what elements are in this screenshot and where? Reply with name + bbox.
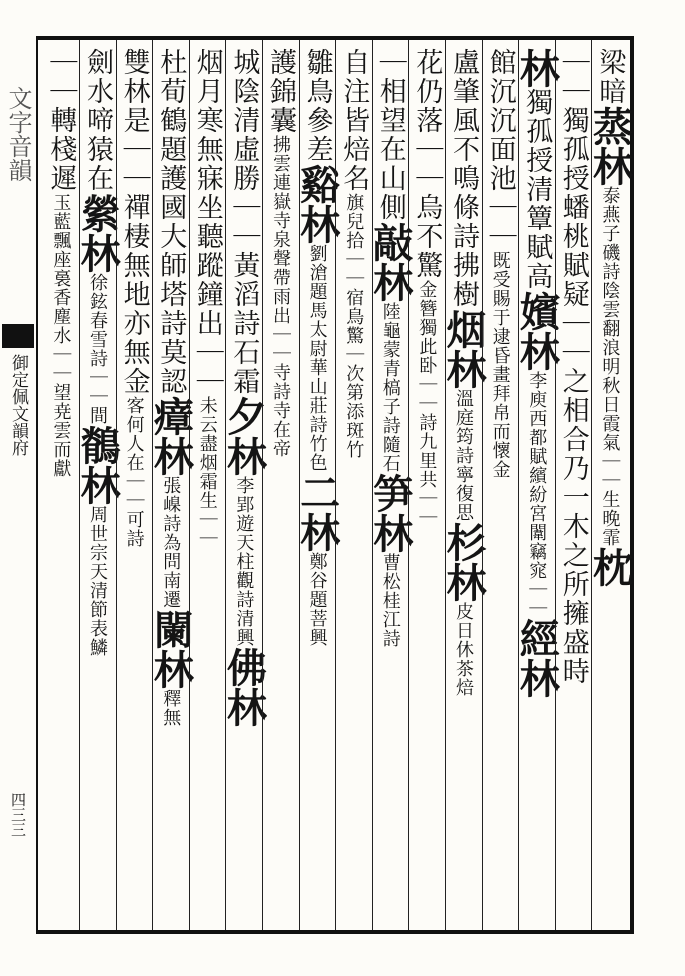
text-column	[147, 48, 195, 926]
column-rule	[591, 40, 592, 930]
column-rule	[555, 40, 556, 930]
column-text: 花仍落｜｜烏不驚	[411, 48, 443, 280]
column-text: 釋無	[160, 689, 182, 727]
heading-term: 杉林	[440, 522, 487, 602]
column-text: 李郢遊天柱觀詩清興	[233, 476, 255, 647]
column-text: 城陰清虛勝｜｜黃滔詩石霜	[228, 48, 260, 396]
column-text: 寺詩寺在帝	[270, 363, 291, 458]
column-text: 李庾西都賦繽紛宮闈竊窕｜｜	[526, 371, 548, 618]
column-text: 烟月寒無寐坐聽蹤鐘出｜｜	[191, 48, 223, 396]
heading-term: 經林	[513, 618, 561, 698]
column-text: 拂雲連嶽寺泉聲帶雨出｜｜	[270, 135, 291, 363]
column-rule	[482, 40, 483, 930]
fishtail-mark-icon	[2, 324, 34, 348]
column-text: 陸龜蒙青槁子詩隨石	[379, 302, 401, 473]
column-text: 未云盡烟霜生｜｜	[196, 396, 218, 548]
frame-bottom-border	[36, 930, 632, 934]
heading-term: 烟林	[440, 309, 487, 389]
heading-term: 佛林	[220, 647, 268, 727]
column-rule	[189, 40, 190, 930]
text-column	[586, 48, 634, 926]
text-column	[220, 48, 268, 926]
heading-term: 鶺林	[74, 425, 121, 505]
column-text: 護錦囊	[265, 48, 296, 135]
column-rule	[116, 40, 117, 930]
text-column	[480, 48, 520, 926]
column-text: 鄭谷題菩興	[306, 552, 328, 647]
column-text: 雛鳥參差	[301, 48, 333, 164]
column-text: 皮日休茶焙	[453, 602, 474, 697]
column-rule	[445, 40, 446, 930]
column-text: 玉藍飄座裛香塵	[50, 193, 72, 326]
text-column	[40, 48, 80, 926]
column-text: 徐鉉春雪詩｜｜間	[87, 273, 108, 425]
heading-term: 枕	[586, 547, 634, 587]
column-text: 杜荀鶴題護國大師塔詩莫認	[155, 48, 187, 396]
text-column	[440, 48, 487, 926]
column-text: 盧肇風不鳴條詩拂樹	[448, 48, 479, 309]
column-rule	[299, 40, 300, 930]
column-text: 溫庭筠詩寧復思	[453, 389, 474, 522]
column-rule	[335, 40, 336, 930]
column-text: 周世宗天清節表鱗	[87, 505, 108, 657]
heading-term: 縈林	[74, 193, 121, 273]
column-rule	[262, 40, 263, 930]
heading-term: 谿林	[293, 164, 341, 244]
book-title: 御定佩文韻府	[8, 354, 28, 456]
column-text: 水｜｜望尭雲而獻	[50, 326, 72, 478]
column-rule	[518, 40, 519, 930]
column-text: 梁暗	[594, 48, 626, 106]
page-margin	[0, 36, 38, 930]
column-text: 劍水啼猿在	[82, 48, 113, 193]
heading-term: 瘴林	[147, 396, 195, 476]
column-text: 客何人在｜｜	[123, 396, 145, 510]
column-rule	[152, 40, 153, 930]
column-text: 旗兒拾｜｜宿鳥驚	[343, 193, 365, 345]
frame-top-border	[36, 36, 632, 40]
column-text: ｜次第添斑竹	[343, 345, 365, 459]
heading-term: 夕林	[220, 396, 268, 476]
column-text: 自注皆焙名	[338, 48, 370, 193]
heading-term: 二林	[293, 472, 341, 552]
column-text: 館沉沉面池｜｜	[484, 48, 516, 251]
heading-term: 笋林	[366, 473, 414, 553]
column-rule	[79, 40, 80, 930]
heading-term: 蒸林	[586, 106, 634, 186]
column-text: 金簪獨此卧｜｜詩九里共｜｜	[416, 280, 438, 527]
column-text: 可詩	[123, 510, 145, 548]
column-text: ｜相望在山側	[374, 48, 406, 222]
column-rule	[408, 40, 409, 930]
heading-term: 嬪林	[513, 291, 561, 371]
column-text: 雙林是｜｜禪棲無地亦無金	[118, 48, 150, 396]
column-text: 劉滄題馬太尉華山莊詩竹色	[306, 244, 328, 472]
column-text: 張嵲詩為問南遷	[160, 476, 182, 609]
column-text: 泰燕子磯詩陰雲翻浪明秋日霞氣｜｜生晚霏	[599, 186, 621, 547]
heading-term: 敲林	[366, 222, 414, 302]
text-column	[187, 48, 227, 926]
text-column	[513, 48, 561, 926]
column-rule	[225, 40, 226, 930]
heading-term: 林	[513, 48, 561, 88]
text-column	[293, 48, 341, 926]
heading-term: 闌林	[147, 609, 195, 689]
text-column	[553, 48, 593, 926]
text-column	[74, 48, 121, 926]
column-rule	[372, 40, 373, 930]
text-column	[260, 48, 300, 926]
margin-top-text: 文字音韻	[4, 86, 32, 182]
page-number: 四三三	[9, 792, 27, 837]
column-text: 既受賜于逮昏畫拜帛而懷金	[489, 251, 511, 479]
column-text: ｜｜獨孤授蟠桃賦疑｜｜之相合乃一木之所擁盛時	[557, 48, 589, 686]
column-text: 曹松桂江詩	[379, 553, 401, 648]
text-column	[366, 48, 414, 926]
column-text: 獨孤授清簟賦高	[521, 88, 553, 291]
column-text: ｜｜轉棧遲	[45, 48, 77, 193]
